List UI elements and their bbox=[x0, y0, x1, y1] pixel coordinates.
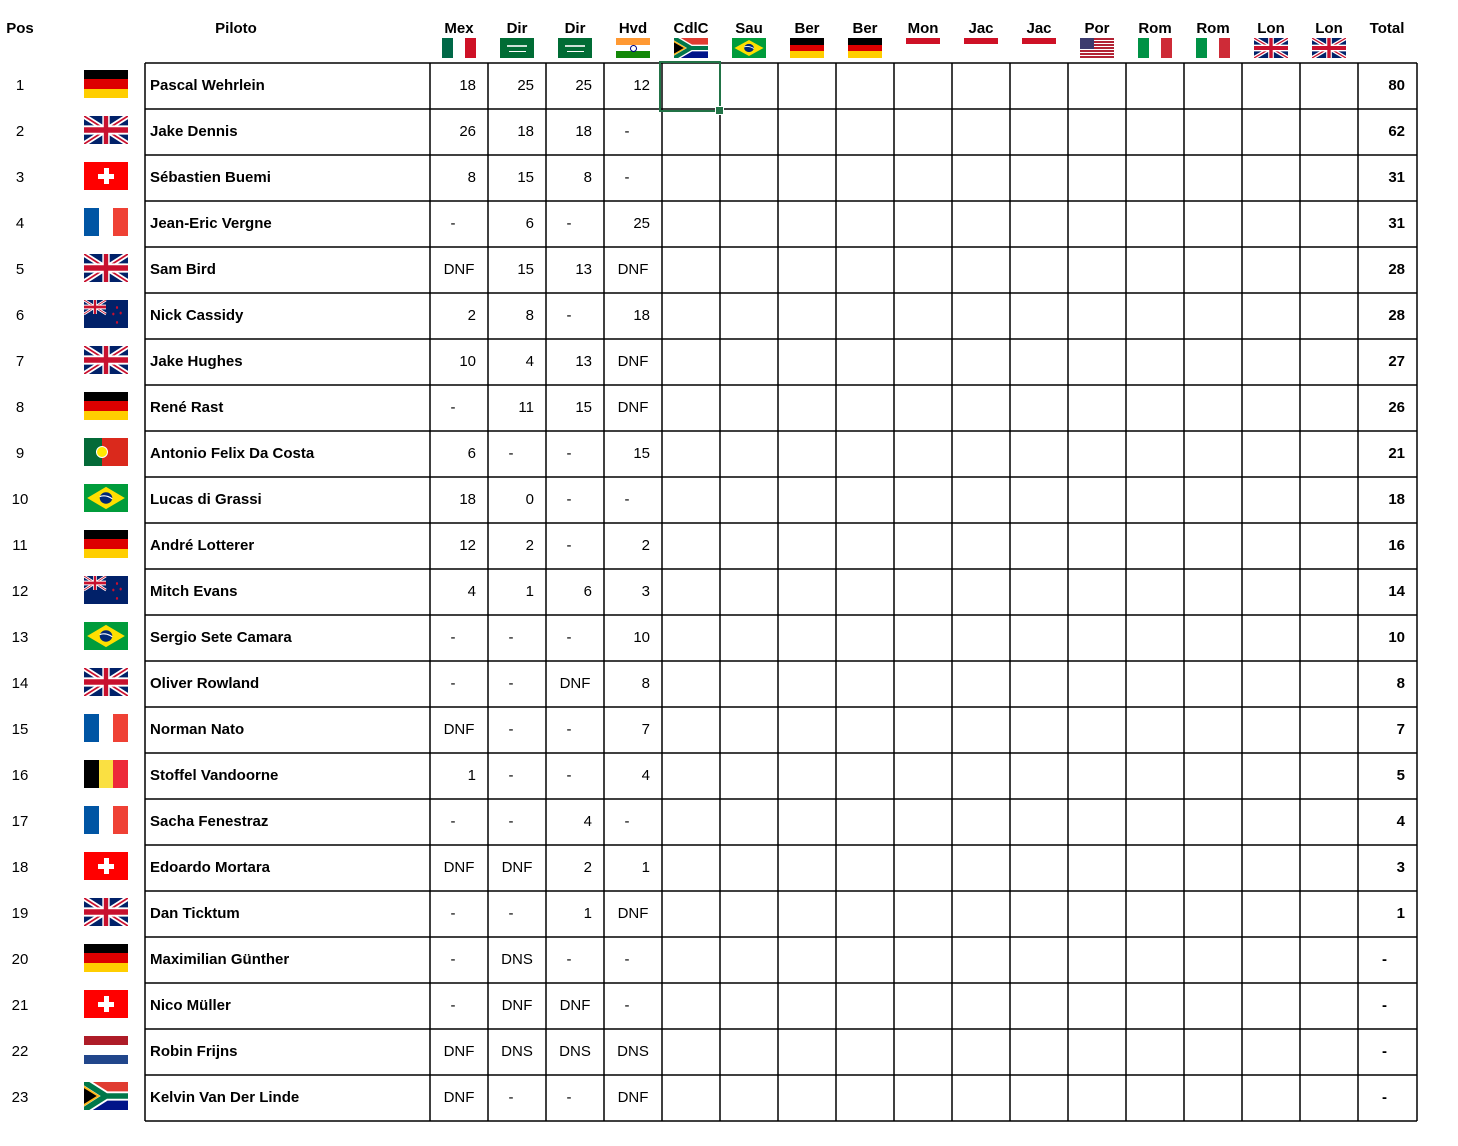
header-race-14: Rom bbox=[1196, 20, 1230, 37]
header-race-6: Sau bbox=[735, 20, 763, 37]
monaco-flag-icon bbox=[906, 38, 940, 49]
new-zealand-flag-icon bbox=[84, 576, 128, 604]
result-cell[interactable]: - bbox=[508, 675, 514, 692]
row-position: 5 bbox=[15, 261, 25, 278]
total-points[interactable]: 31 bbox=[1388, 215, 1405, 232]
total-points[interactable]: 28 bbox=[1388, 307, 1405, 324]
germany-flag-icon bbox=[848, 38, 882, 58]
driver-name[interactable]: René Rast bbox=[150, 399, 224, 416]
result-cell[interactable]: DNF bbox=[617, 399, 649, 416]
result-cell[interactable]: 6 bbox=[467, 445, 476, 462]
header-race-16: Lon bbox=[1315, 20, 1343, 37]
result-cell[interactable]: - bbox=[450, 629, 456, 646]
header-race-15: Lon bbox=[1257, 20, 1285, 37]
driver-name[interactable]: Mitch Evans bbox=[150, 583, 238, 600]
brazil-flag-icon bbox=[84, 622, 128, 650]
result-cell[interactable]: DNF bbox=[617, 1089, 649, 1106]
result-cell[interactable]: DNF bbox=[443, 1043, 475, 1060]
belgium-flag-icon bbox=[84, 760, 128, 788]
result-cell[interactable]: DNF bbox=[443, 1089, 475, 1106]
header-race-8: Ber bbox=[852, 20, 878, 37]
result-cell[interactable]: 18 bbox=[459, 77, 476, 94]
header-race-13: Rom bbox=[1138, 20, 1172, 37]
italy-flag-icon bbox=[1138, 38, 1172, 58]
result-cell[interactable]: - bbox=[508, 445, 514, 462]
header-race-7: Ber bbox=[794, 20, 820, 37]
driver-name[interactable]: Jake Hughes bbox=[150, 353, 243, 370]
total-points[interactable]: 8 bbox=[1396, 675, 1405, 692]
indonesia-flag-icon bbox=[1022, 38, 1056, 49]
row-position: 23 bbox=[11, 1089, 29, 1106]
result-cell[interactable]: - bbox=[624, 169, 630, 186]
result-cell[interactable]: 13 bbox=[575, 261, 592, 278]
result-cell[interactable]: DNF bbox=[559, 997, 591, 1014]
uk-flag-icon bbox=[84, 116, 128, 144]
result-cell[interactable]: - bbox=[624, 813, 630, 830]
indonesia-flag-icon bbox=[964, 38, 998, 49]
switzerland-flag-icon bbox=[84, 852, 128, 880]
result-cell[interactable]: 6 bbox=[525, 215, 534, 232]
new-zealand-flag-icon bbox=[84, 300, 128, 328]
result-cell[interactable]: 1 bbox=[525, 583, 534, 600]
result-cell[interactable]: DNS bbox=[501, 1043, 533, 1060]
result-cell[interactable]: 1 bbox=[583, 905, 592, 922]
result-cell[interactable]: 3 bbox=[641, 583, 650, 600]
driver-name[interactable]: Jake Dennis bbox=[150, 123, 238, 140]
result-cell[interactable]: 7 bbox=[641, 721, 650, 738]
result-cell[interactable]: - bbox=[450, 905, 456, 922]
result-cell[interactable]: DNS bbox=[617, 1043, 649, 1060]
result-cell[interactable]: DNF bbox=[617, 261, 649, 278]
total-points[interactable]: - bbox=[1382, 1089, 1387, 1106]
result-cell[interactable]: - bbox=[450, 951, 456, 968]
result-cell[interactable]: 25 bbox=[517, 77, 534, 94]
row-position: 1 bbox=[15, 77, 25, 94]
france-flag-icon bbox=[84, 806, 128, 834]
brazil-flag-icon bbox=[732, 38, 766, 58]
total-points[interactable]: 26 bbox=[1388, 399, 1405, 416]
result-cell[interactable]: - bbox=[450, 675, 456, 692]
result-cell[interactable]: 12 bbox=[459, 537, 476, 554]
result-cell[interactable]: - bbox=[566, 629, 572, 646]
result-cell[interactable]: - bbox=[566, 1089, 572, 1106]
south-africa-flag-icon bbox=[674, 38, 708, 58]
header-driver: Piloto bbox=[215, 20, 257, 37]
result-cell[interactable]: 4 bbox=[467, 583, 476, 600]
row-position: 11 bbox=[12, 537, 28, 554]
result-cell[interactable]: 18 bbox=[633, 307, 650, 324]
result-cell[interactable]: - bbox=[508, 629, 514, 646]
result-cell[interactable]: DNF bbox=[443, 261, 475, 278]
result-cell[interactable]: - bbox=[566, 307, 572, 324]
result-cell[interactable]: 18 bbox=[459, 491, 476, 508]
driver-name[interactable]: Dan Ticktum bbox=[150, 905, 240, 922]
row-position: 12 bbox=[11, 583, 29, 600]
driver-name[interactable]: Pascal Wehrlein bbox=[150, 77, 265, 94]
south-africa-flag-icon bbox=[84, 1082, 128, 1110]
result-cell[interactable]: 18 bbox=[575, 123, 592, 140]
result-cell[interactable]: 15 bbox=[633, 445, 650, 462]
total-points[interactable]: 7 bbox=[1396, 721, 1405, 738]
total-points[interactable]: 27 bbox=[1388, 353, 1405, 370]
row-position: 2 bbox=[15, 123, 25, 140]
result-cell[interactable]: 13 bbox=[575, 353, 592, 370]
result-cell[interactable]: 10 bbox=[459, 353, 476, 370]
result-cell[interactable]: - bbox=[508, 721, 514, 738]
driver-name[interactable]: Jean-Eric Vergne bbox=[150, 215, 272, 232]
row-position: 13 bbox=[11, 629, 29, 646]
total-points[interactable]: 21 bbox=[1388, 445, 1405, 462]
result-cell[interactable]: - bbox=[450, 399, 456, 416]
row-position: 6 bbox=[15, 307, 25, 324]
driver-name[interactable]: Edoardo Mortara bbox=[150, 859, 271, 876]
result-cell[interactable]: - bbox=[566, 721, 572, 738]
germany-flag-icon bbox=[84, 944, 128, 972]
result-cell[interactable]: - bbox=[450, 997, 456, 1014]
total-points[interactable]: 3 bbox=[1396, 859, 1405, 876]
driver-name[interactable]: Sébastien Buemi bbox=[150, 169, 271, 186]
header-race-2: Dir bbox=[506, 20, 528, 37]
result-cell[interactable]: 15 bbox=[517, 261, 534, 278]
total-points[interactable]: 18 bbox=[1388, 491, 1405, 508]
result-cell[interactable]: 8 bbox=[525, 307, 534, 324]
driver-name[interactable]: Sergio Sete Camara bbox=[150, 629, 292, 646]
result-cell[interactable]: - bbox=[566, 445, 572, 462]
italy-flag-icon bbox=[1196, 38, 1230, 58]
result-cell[interactable]: - bbox=[566, 491, 572, 508]
result-cell[interactable]: DNF bbox=[501, 997, 533, 1014]
result-cell[interactable]: - bbox=[566, 537, 572, 554]
row-position: 15 bbox=[11, 721, 29, 738]
uk-flag-icon bbox=[84, 898, 128, 926]
result-cell[interactable]: 0 bbox=[525, 491, 534, 508]
row-position: 10 bbox=[11, 491, 29, 508]
result-cell[interactable]: 25 bbox=[633, 215, 650, 232]
india-flag-icon bbox=[616, 38, 650, 58]
result-cell[interactable]: - bbox=[508, 905, 514, 922]
uk-flag-icon bbox=[84, 254, 128, 282]
result-cell[interactable]: 8 bbox=[583, 169, 592, 186]
result-cell[interactable]: 6 bbox=[583, 583, 592, 600]
result-cell[interactable]: 25 bbox=[575, 77, 592, 94]
header-race-9: Mon bbox=[907, 20, 939, 37]
fill-handle[interactable] bbox=[715, 106, 724, 115]
result-cell[interactable]: - bbox=[566, 767, 572, 784]
total-points[interactable]: 1 bbox=[1396, 905, 1405, 922]
result-cell[interactable]: 4 bbox=[583, 813, 592, 830]
uk-flag-icon bbox=[84, 346, 128, 374]
driver-name[interactable]: Robin Frijns bbox=[150, 1043, 238, 1060]
result-cell[interactable]: 18 bbox=[517, 123, 534, 140]
result-cell[interactable]: - bbox=[624, 123, 630, 140]
result-cell[interactable]: 2 bbox=[467, 307, 476, 324]
germany-flag-icon bbox=[84, 70, 128, 98]
driver-name[interactable]: André Lotterer bbox=[150, 537, 255, 554]
portugal-flag-icon bbox=[84, 438, 128, 466]
header-race-12: Por bbox=[1084, 20, 1110, 37]
result-cell[interactable]: - bbox=[508, 813, 514, 830]
row-position: 17 bbox=[11, 813, 29, 830]
result-cell[interactable]: 10 bbox=[633, 629, 650, 646]
result-cell[interactable]: 8 bbox=[641, 675, 650, 692]
mexico-flag-icon bbox=[442, 38, 476, 58]
germany-flag-icon bbox=[790, 38, 824, 58]
header-race-5: CdlC bbox=[673, 20, 709, 37]
switzerland-flag-icon bbox=[84, 162, 128, 190]
result-cell[interactable]: - bbox=[450, 813, 456, 830]
result-cell[interactable]: 1 bbox=[467, 767, 476, 784]
total-points[interactable]: 5 bbox=[1396, 767, 1405, 784]
driver-name[interactable]: Maximilian Günther bbox=[150, 951, 290, 968]
germany-flag-icon bbox=[84, 392, 128, 420]
result-cell[interactable]: 15 bbox=[517, 169, 534, 186]
saudi-flag-icon bbox=[500, 38, 534, 58]
driver-name[interactable]: Norman Nato bbox=[150, 721, 245, 738]
result-cell[interactable]: DNF bbox=[617, 353, 649, 370]
result-cell[interactable]: 2 bbox=[525, 537, 534, 554]
row-position: 14 bbox=[11, 675, 29, 692]
result-cell[interactable]: DNF bbox=[443, 721, 475, 738]
result-cell[interactable]: 2 bbox=[583, 859, 592, 876]
row-position: 8 bbox=[15, 399, 25, 416]
result-cell[interactable]: - bbox=[566, 215, 572, 232]
result-cell[interactable]: - bbox=[508, 1089, 514, 1106]
result-cell[interactable]: 15 bbox=[575, 399, 592, 416]
total-points[interactable]: - bbox=[1382, 1043, 1387, 1060]
total-points[interactable]: - bbox=[1382, 997, 1387, 1014]
france-flag-icon bbox=[84, 208, 128, 236]
driver-name[interactable]: Stoffel Vandoorne bbox=[150, 767, 279, 784]
row-position: 18 bbox=[11, 859, 29, 876]
row-position: 4 bbox=[15, 215, 25, 232]
header-race-11: Jac bbox=[1026, 20, 1052, 37]
driver-name[interactable]: Sacha Fenestraz bbox=[150, 813, 269, 830]
row-position: 22 bbox=[11, 1043, 29, 1060]
result-cell[interactable]: 4 bbox=[641, 767, 650, 784]
result-cell[interactable]: DNS bbox=[501, 951, 533, 968]
driver-name[interactable]: Sam Bird bbox=[150, 261, 216, 278]
total-points[interactable]: - bbox=[1382, 951, 1387, 968]
result-cell[interactable]: 2 bbox=[641, 537, 650, 554]
france-flag-icon bbox=[84, 714, 128, 742]
header-total: Total bbox=[1369, 20, 1405, 37]
driver-name[interactable]: Antonio Felix Da Costa bbox=[150, 445, 315, 462]
germany-flag-icon bbox=[84, 530, 128, 558]
result-cell[interactable]: DNF bbox=[559, 675, 591, 692]
header-race-10: Jac bbox=[968, 20, 994, 37]
usa-flag-icon bbox=[1080, 38, 1114, 58]
total-points[interactable]: 4 bbox=[1396, 813, 1405, 830]
row-position: 3 bbox=[15, 169, 25, 186]
uk-flag-icon bbox=[1254, 38, 1288, 58]
total-points[interactable]: 31 bbox=[1388, 169, 1405, 186]
result-cell[interactable]: DNF bbox=[617, 905, 649, 922]
row-position: 21 bbox=[11, 997, 29, 1014]
row-position: 16 bbox=[11, 767, 29, 784]
header-race-1: Mex bbox=[444, 20, 474, 37]
result-cell[interactable]: 1 bbox=[641, 859, 650, 876]
total-points[interactable]: 10 bbox=[1388, 629, 1405, 646]
driver-name[interactable]: Nico Müller bbox=[150, 997, 231, 1014]
cell-selection[interactable] bbox=[659, 61, 721, 112]
driver-name[interactable]: Nick Cassidy bbox=[150, 307, 244, 324]
total-points[interactable]: 14 bbox=[1388, 583, 1405, 600]
result-cell[interactable]: 4 bbox=[525, 353, 534, 370]
uk-flag-icon bbox=[1312, 38, 1346, 58]
uk-flag-icon bbox=[84, 668, 128, 696]
result-cell[interactable]: - bbox=[450, 215, 456, 232]
total-points[interactable]: 16 bbox=[1388, 537, 1405, 554]
driver-name[interactable]: Lucas di Grassi bbox=[150, 491, 262, 508]
result-cell[interactable]: - bbox=[624, 997, 630, 1014]
result-cell[interactable]: - bbox=[566, 951, 572, 968]
result-cell[interactable]: 12 bbox=[633, 77, 650, 94]
result-cell[interactable]: 26 bbox=[459, 123, 476, 140]
header-pos: Pos bbox=[6, 20, 34, 37]
switzerland-flag-icon bbox=[84, 990, 128, 1018]
total-points[interactable]: 62 bbox=[1388, 123, 1405, 140]
row-position: 7 bbox=[15, 353, 25, 370]
result-cell[interactable]: DNS bbox=[559, 1043, 591, 1060]
driver-name[interactable]: Kelvin Van Der Linde bbox=[150, 1089, 300, 1106]
row-position: 20 bbox=[11, 951, 29, 968]
total-points[interactable]: 80 bbox=[1388, 77, 1405, 94]
total-points[interactable]: 28 bbox=[1388, 261, 1405, 278]
result-cell[interactable]: DNF bbox=[501, 859, 533, 876]
header-race-4: Hvd bbox=[618, 20, 648, 37]
row-position: 9 bbox=[15, 445, 25, 462]
saudi-flag-icon bbox=[558, 38, 592, 58]
result-cell[interactable]: 11 bbox=[518, 399, 534, 416]
netherlands-flag-icon bbox=[84, 1036, 128, 1064]
driver-name[interactable]: Oliver Rowland bbox=[150, 675, 260, 692]
header-race-3: Dir bbox=[564, 20, 586, 37]
result-cell[interactable]: - bbox=[624, 491, 630, 508]
result-cell[interactable]: 8 bbox=[467, 169, 476, 186]
row-position: 19 bbox=[11, 905, 29, 922]
result-cell[interactable]: DNF bbox=[443, 859, 475, 876]
result-cell[interactable]: - bbox=[624, 951, 630, 968]
result-cell[interactable]: - bbox=[508, 767, 514, 784]
brazil-flag-icon bbox=[84, 484, 128, 512]
